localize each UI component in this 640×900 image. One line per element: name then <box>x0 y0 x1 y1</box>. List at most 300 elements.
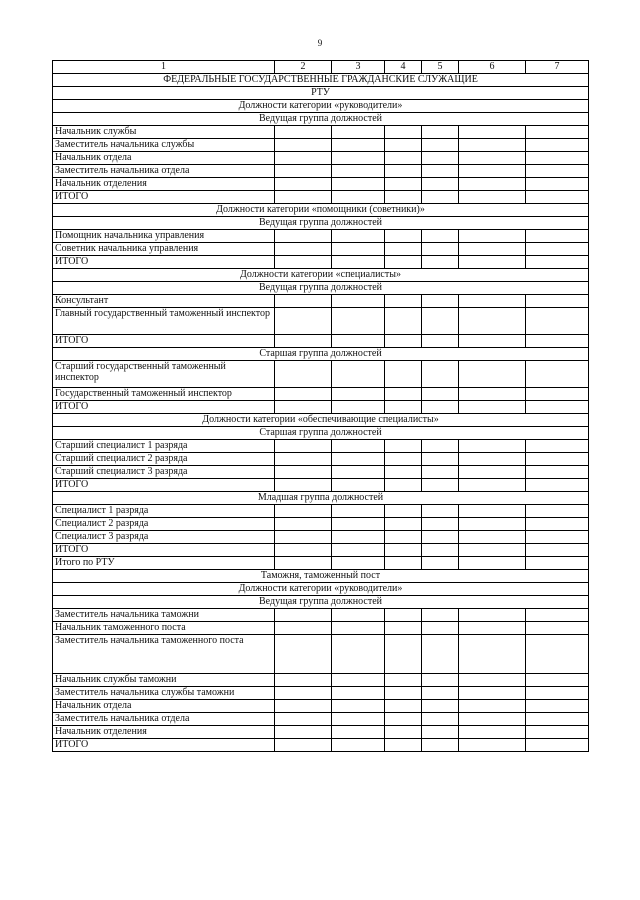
value-cell <box>422 531 459 544</box>
value-cell <box>275 139 332 152</box>
value-cell <box>459 479 526 492</box>
value-cell <box>526 622 589 635</box>
value-cell <box>459 243 526 256</box>
value-cell <box>459 388 526 401</box>
value-cell <box>275 505 332 518</box>
column-number-row <box>53 61 589 74</box>
table-row <box>53 256 589 269</box>
position-label: Начальник отделения <box>53 178 275 191</box>
section-heading-row <box>53 100 589 113</box>
section-heading: ФЕДЕРАЛЬНЫЕ ГОСУДАРСТВЕННЫЕ ГРАЖДАНСКИЕ СЛУЖАЩИЕ <box>53 74 589 87</box>
value-cell <box>275 243 332 256</box>
value-cell <box>459 466 526 479</box>
position-label: Консультант <box>53 295 275 308</box>
position-label: Специалист 3 разряда <box>53 531 275 544</box>
value-cell <box>422 295 459 308</box>
value-cell <box>275 165 332 178</box>
section-heading-row <box>53 427 589 440</box>
value-cell <box>459 609 526 622</box>
value-cell <box>526 388 589 401</box>
value-cell <box>385 505 422 518</box>
value-cell <box>526 687 589 700</box>
value-cell <box>422 739 459 752</box>
value-cell <box>526 256 589 269</box>
table-row <box>53 739 589 752</box>
table-row <box>53 191 589 204</box>
value-cell <box>385 674 422 687</box>
column-number-cell: 1 <box>53 61 275 74</box>
table-row <box>53 622 589 635</box>
position-label: Советник начальника управления <box>53 243 275 256</box>
value-cell <box>275 726 332 739</box>
value-cell <box>459 518 526 531</box>
section-heading: Ведущая группа должностей <box>53 282 589 295</box>
position-label: ИТОГО <box>53 191 275 204</box>
value-cell <box>275 700 332 713</box>
value-cell <box>459 139 526 152</box>
value-cell <box>422 126 459 139</box>
position-label: Старший государственный таможенный инспектор <box>53 361 275 388</box>
section-heading: Таможня, таможенный пост <box>53 570 589 583</box>
value-cell <box>275 557 332 570</box>
section-heading: РТУ <box>53 87 589 100</box>
value-cell <box>275 191 332 204</box>
value-cell <box>422 335 459 348</box>
value-cell <box>332 126 385 139</box>
value-cell <box>332 401 385 414</box>
value-cell <box>275 635 332 674</box>
value-cell <box>332 726 385 739</box>
value-cell <box>332 609 385 622</box>
table-row <box>53 609 589 622</box>
position-label: Старший специалист 3 разряда <box>53 466 275 479</box>
table-row <box>53 544 589 557</box>
section-heading: Ведущая группа должностей <box>53 596 589 609</box>
section-heading: Должности категории «руководители» <box>53 100 589 113</box>
section-heading-row <box>53 414 589 427</box>
value-cell <box>459 700 526 713</box>
position-label: Специалист 1 разряда <box>53 505 275 518</box>
value-cell <box>526 191 589 204</box>
position-label: Заместитель начальника службы <box>53 139 275 152</box>
position-label: Начальник таможенного поста <box>53 622 275 635</box>
value-cell <box>526 440 589 453</box>
value-cell <box>422 165 459 178</box>
value-cell <box>422 256 459 269</box>
value-cell <box>332 165 385 178</box>
value-cell <box>385 191 422 204</box>
value-cell <box>526 139 589 152</box>
table-row <box>53 531 589 544</box>
value-cell <box>332 687 385 700</box>
value-cell <box>275 388 332 401</box>
value-cell <box>526 557 589 570</box>
position-label: Заместитель начальника отдела <box>53 165 275 178</box>
column-number-cell: 4 <box>385 61 422 74</box>
value-cell <box>526 230 589 243</box>
value-cell <box>275 295 332 308</box>
column-number-cell: 3 <box>332 61 385 74</box>
value-cell <box>422 726 459 739</box>
position-label: Государственный таможенный инспектор <box>53 388 275 401</box>
value-cell <box>332 700 385 713</box>
value-cell <box>332 256 385 269</box>
value-cell <box>422 243 459 256</box>
table-row <box>53 466 589 479</box>
position-label: Начальник службы <box>53 126 275 139</box>
position-label: Начальник отделения <box>53 726 275 739</box>
value-cell <box>332 335 385 348</box>
value-cell <box>332 635 385 674</box>
value-cell <box>459 453 526 466</box>
page-number: 9 <box>317 38 323 48</box>
value-cell <box>275 544 332 557</box>
value-cell <box>526 635 589 674</box>
table-row <box>53 713 589 726</box>
table-row <box>53 308 589 335</box>
value-cell <box>385 335 422 348</box>
value-cell <box>275 335 332 348</box>
table-row <box>53 165 589 178</box>
section-heading-row <box>53 269 589 282</box>
value-cell <box>385 739 422 752</box>
value-cell <box>422 308 459 335</box>
table-row <box>53 635 589 674</box>
value-cell <box>332 518 385 531</box>
value-cell <box>422 505 459 518</box>
value-cell <box>526 335 589 348</box>
value-cell <box>459 165 526 178</box>
position-label: Старший специалист 2 разряда <box>53 453 275 466</box>
value-cell <box>275 687 332 700</box>
value-cell <box>275 713 332 726</box>
value-cell <box>385 609 422 622</box>
value-cell <box>422 557 459 570</box>
value-cell <box>422 388 459 401</box>
value-cell <box>275 609 332 622</box>
value-cell <box>459 687 526 700</box>
value-cell <box>459 401 526 414</box>
value-cell <box>385 726 422 739</box>
value-cell <box>332 544 385 557</box>
value-cell <box>332 361 385 388</box>
value-cell <box>332 388 385 401</box>
value-cell <box>385 230 422 243</box>
value-cell <box>422 453 459 466</box>
value-cell <box>526 243 589 256</box>
value-cell <box>526 453 589 466</box>
table-row <box>53 453 589 466</box>
value-cell <box>385 700 422 713</box>
section-heading: Младшая группа должностей <box>53 492 589 505</box>
value-cell <box>422 479 459 492</box>
value-cell <box>526 178 589 191</box>
value-cell <box>332 622 385 635</box>
value-cell <box>459 440 526 453</box>
value-cell <box>275 152 332 165</box>
value-cell <box>526 518 589 531</box>
position-label: ИТОГО <box>53 739 275 752</box>
value-cell <box>275 674 332 687</box>
table-row <box>53 505 589 518</box>
value-cell <box>526 295 589 308</box>
value-cell <box>526 674 589 687</box>
table-row <box>53 388 589 401</box>
section-heading-row <box>53 87 589 100</box>
section-heading: Должности категории «руководители» <box>53 583 589 596</box>
table-row <box>53 126 589 139</box>
value-cell <box>332 713 385 726</box>
position-label: Заместитель начальника службы таможни <box>53 687 275 700</box>
value-cell <box>385 622 422 635</box>
value-cell <box>332 243 385 256</box>
column-number-cell: 6 <box>459 61 526 74</box>
value-cell <box>385 544 422 557</box>
section-heading-row <box>53 217 589 230</box>
section-heading-row <box>53 596 589 609</box>
value-cell <box>385 713 422 726</box>
value-cell <box>385 453 422 466</box>
table-row <box>53 139 589 152</box>
section-heading-row <box>53 492 589 505</box>
section-heading-row <box>53 74 589 87</box>
value-cell <box>459 635 526 674</box>
section-heading-row <box>53 570 589 583</box>
value-cell <box>459 505 526 518</box>
value-cell <box>459 739 526 752</box>
value-cell <box>332 739 385 752</box>
value-cell <box>526 609 589 622</box>
value-cell <box>422 622 459 635</box>
value-cell <box>422 440 459 453</box>
position-label: Начальник отдела <box>53 700 275 713</box>
staff-table <box>52 60 589 752</box>
section-heading-row <box>53 583 589 596</box>
value-cell <box>422 544 459 557</box>
value-cell <box>526 165 589 178</box>
value-cell <box>526 726 589 739</box>
value-cell <box>385 401 422 414</box>
value-cell <box>332 295 385 308</box>
value-cell <box>459 256 526 269</box>
value-cell <box>385 557 422 570</box>
value-cell <box>459 335 526 348</box>
table-row <box>53 557 589 570</box>
value-cell <box>459 126 526 139</box>
section-heading-row <box>53 113 589 126</box>
table-row <box>53 230 589 243</box>
section-heading: Старшая группа должностей <box>53 427 589 440</box>
section-heading: Должности категории «обеспечивающие специалисты» <box>53 414 589 427</box>
value-cell <box>422 635 459 674</box>
position-label: ИТОГО <box>53 401 275 414</box>
value-cell <box>526 544 589 557</box>
position-label: Начальник отдела <box>53 152 275 165</box>
table-row <box>53 401 589 414</box>
value-cell <box>275 440 332 453</box>
value-cell <box>459 230 526 243</box>
table-row <box>53 440 589 453</box>
value-cell <box>332 440 385 453</box>
value-cell <box>459 713 526 726</box>
table-row <box>53 518 589 531</box>
value-cell <box>422 230 459 243</box>
value-cell <box>385 440 422 453</box>
value-cell <box>332 152 385 165</box>
value-cell <box>526 401 589 414</box>
value-cell <box>526 361 589 388</box>
value-cell <box>422 674 459 687</box>
position-label: ИТОГО <box>53 256 275 269</box>
value-cell <box>422 361 459 388</box>
section-heading: Ведущая группа должностей <box>53 217 589 230</box>
column-number-cell: 2 <box>275 61 332 74</box>
value-cell <box>275 256 332 269</box>
value-cell <box>422 518 459 531</box>
table-row <box>53 726 589 739</box>
value-cell <box>332 505 385 518</box>
value-cell <box>385 139 422 152</box>
value-cell <box>275 466 332 479</box>
value-cell <box>526 739 589 752</box>
position-label: Главный государственный таможенный инспектор <box>53 308 275 335</box>
table-row <box>53 687 589 700</box>
value-cell <box>459 308 526 335</box>
value-cell <box>526 466 589 479</box>
position-label: Итого по РТУ <box>53 557 275 570</box>
value-cell <box>332 531 385 544</box>
position-label: Заместитель начальника таможенного поста <box>53 635 275 674</box>
value-cell <box>459 361 526 388</box>
value-cell <box>385 635 422 674</box>
value-cell <box>332 178 385 191</box>
value-cell <box>385 687 422 700</box>
position-label: ИТОГО <box>53 479 275 492</box>
value-cell <box>275 126 332 139</box>
value-cell <box>275 622 332 635</box>
table-row <box>53 479 589 492</box>
value-cell <box>385 178 422 191</box>
value-cell <box>459 674 526 687</box>
value-cell <box>459 152 526 165</box>
value-cell <box>385 518 422 531</box>
value-cell <box>526 700 589 713</box>
table-row <box>53 243 589 256</box>
value-cell <box>422 191 459 204</box>
value-cell <box>385 361 422 388</box>
section-heading-row <box>53 282 589 295</box>
value-cell <box>385 256 422 269</box>
value-cell <box>422 152 459 165</box>
value-cell <box>332 139 385 152</box>
position-label: ИТОГО <box>53 544 275 557</box>
section-heading-row <box>53 204 589 217</box>
value-cell <box>275 308 332 335</box>
position-label: Заместитель начальника отдела <box>53 713 275 726</box>
value-cell <box>385 243 422 256</box>
value-cell <box>422 401 459 414</box>
value-cell <box>385 152 422 165</box>
value-cell <box>459 531 526 544</box>
value-cell <box>422 466 459 479</box>
table-row <box>53 178 589 191</box>
section-heading: Ведущая группа должностей <box>53 113 589 126</box>
value-cell <box>275 479 332 492</box>
table-row <box>53 295 589 308</box>
value-cell <box>332 674 385 687</box>
value-cell <box>332 453 385 466</box>
value-cell <box>275 453 332 466</box>
value-cell <box>385 388 422 401</box>
section-heading: Должности категории «специалисты» <box>53 269 589 282</box>
table-row <box>53 361 589 388</box>
position-label: Заместитель начальника таможни <box>53 609 275 622</box>
value-cell <box>422 687 459 700</box>
section-heading: Должности категории «помощники (советники)» <box>53 204 589 217</box>
table-row <box>53 335 589 348</box>
value-cell <box>385 126 422 139</box>
value-cell <box>385 165 422 178</box>
value-cell <box>275 230 332 243</box>
value-cell <box>275 361 332 388</box>
value-cell <box>422 713 459 726</box>
value-cell <box>526 531 589 544</box>
value-cell <box>526 126 589 139</box>
column-number-cell: 7 <box>526 61 589 74</box>
value-cell <box>422 139 459 152</box>
value-cell <box>275 401 332 414</box>
position-label: Специалист 2 разряда <box>53 518 275 531</box>
value-cell <box>459 295 526 308</box>
value-cell <box>275 531 332 544</box>
value-cell <box>526 152 589 165</box>
value-cell <box>459 557 526 570</box>
value-cell <box>459 191 526 204</box>
table-body <box>53 61 589 752</box>
value-cell <box>275 518 332 531</box>
value-cell <box>459 622 526 635</box>
value-cell <box>332 308 385 335</box>
value-cell <box>385 531 422 544</box>
position-label: Помощник начальника управления <box>53 230 275 243</box>
value-cell <box>459 726 526 739</box>
value-cell <box>332 466 385 479</box>
section-heading: Старшая группа должностей <box>53 348 589 361</box>
value-cell <box>275 739 332 752</box>
value-cell <box>526 479 589 492</box>
value-cell <box>385 479 422 492</box>
section-heading-row <box>53 348 589 361</box>
value-cell <box>385 466 422 479</box>
table-row <box>53 674 589 687</box>
table-row <box>53 700 589 713</box>
table-row <box>53 152 589 165</box>
value-cell <box>422 178 459 191</box>
column-number-cell: 5 <box>422 61 459 74</box>
value-cell <box>332 230 385 243</box>
value-cell <box>526 713 589 726</box>
value-cell <box>332 479 385 492</box>
value-cell <box>332 191 385 204</box>
value-cell <box>422 700 459 713</box>
position-label: Начальник службы таможни <box>53 674 275 687</box>
value-cell <box>332 557 385 570</box>
position-label: ИТОГО <box>53 335 275 348</box>
value-cell <box>459 544 526 557</box>
position-label: Старший специалист 1 разряда <box>53 440 275 453</box>
value-cell <box>526 308 589 335</box>
value-cell <box>526 505 589 518</box>
